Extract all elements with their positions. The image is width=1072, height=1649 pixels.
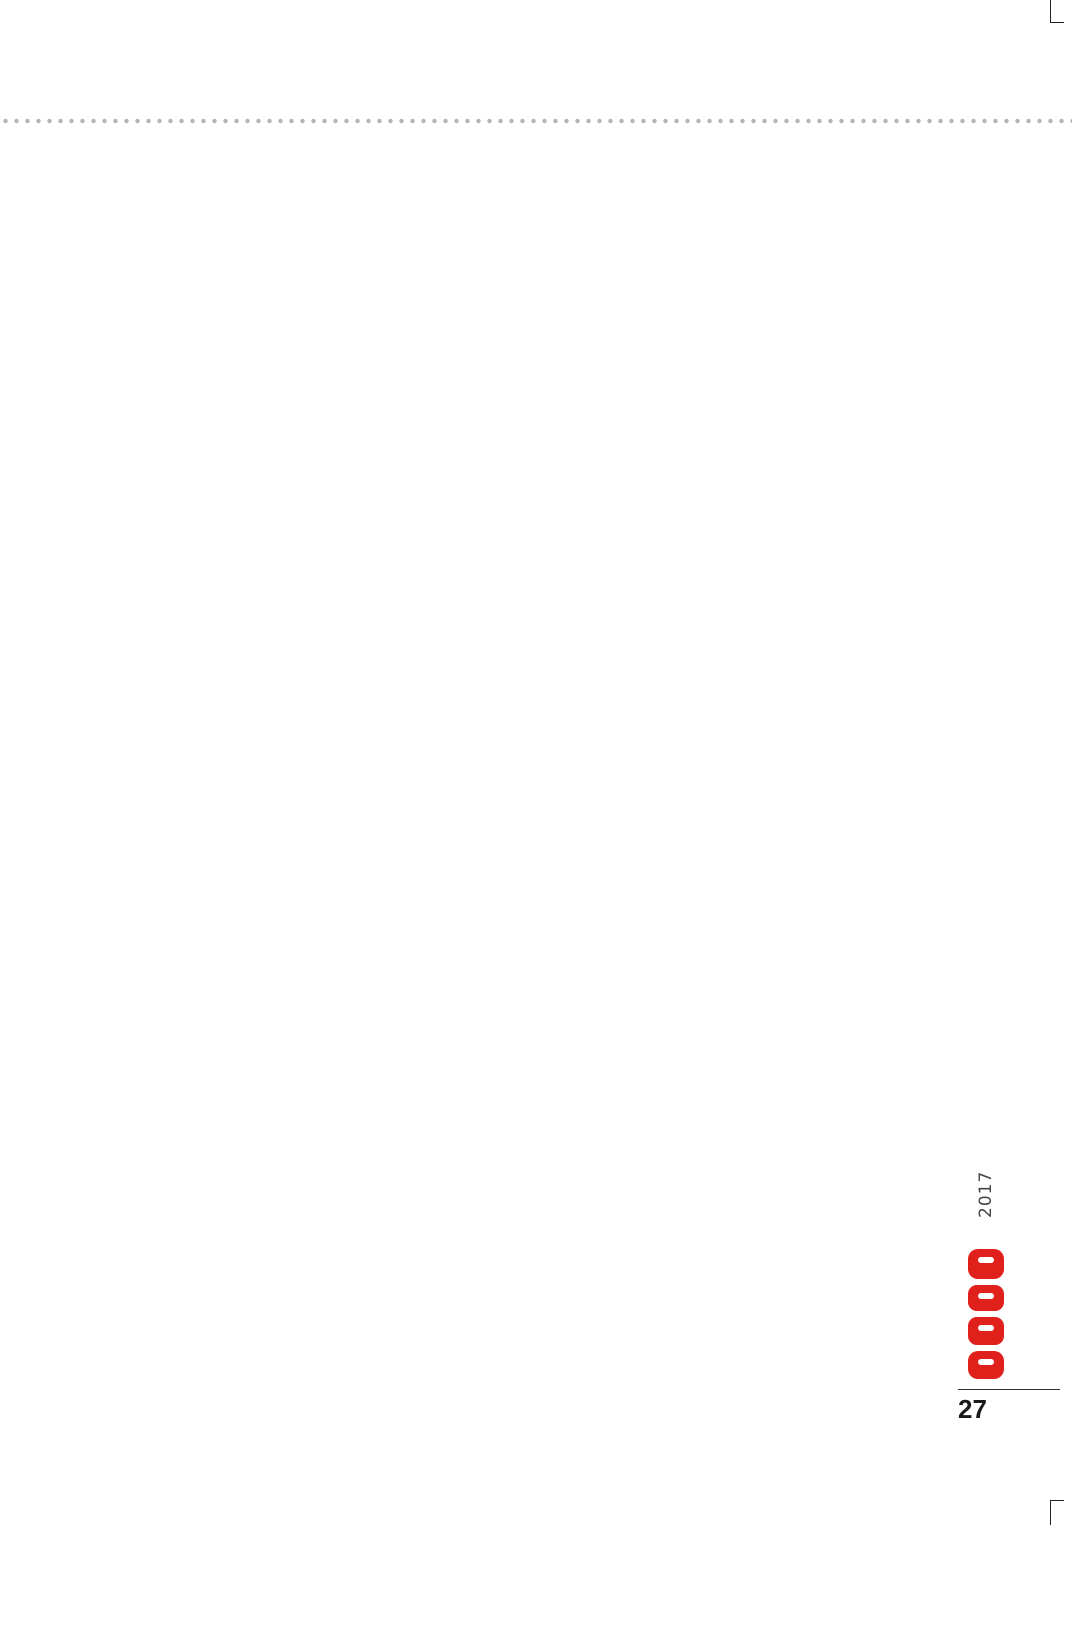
article-paragraph xyxy=(172,196,912,436)
article-paragraph xyxy=(172,1043,912,1649)
crop-mark-bottom xyxy=(1050,1500,1051,1525)
article-paragraph xyxy=(172,436,912,1043)
issue-date xyxy=(962,1068,1010,1218)
article-body xyxy=(172,196,912,1649)
page-number-rule xyxy=(958,1389,1060,1390)
issue-date-text: 2017 xyxy=(976,1170,996,1218)
dotted-divider xyxy=(0,118,1072,124)
crop-mark-top-tick xyxy=(1050,22,1064,23)
page-number: 27 xyxy=(958,1394,987,1424)
magazine-logo xyxy=(962,1243,1010,1383)
crop-mark-bottom-tick xyxy=(1050,1500,1064,1501)
crop-mark-top xyxy=(1050,0,1051,22)
magazine-side-label xyxy=(962,1068,1010,1384)
